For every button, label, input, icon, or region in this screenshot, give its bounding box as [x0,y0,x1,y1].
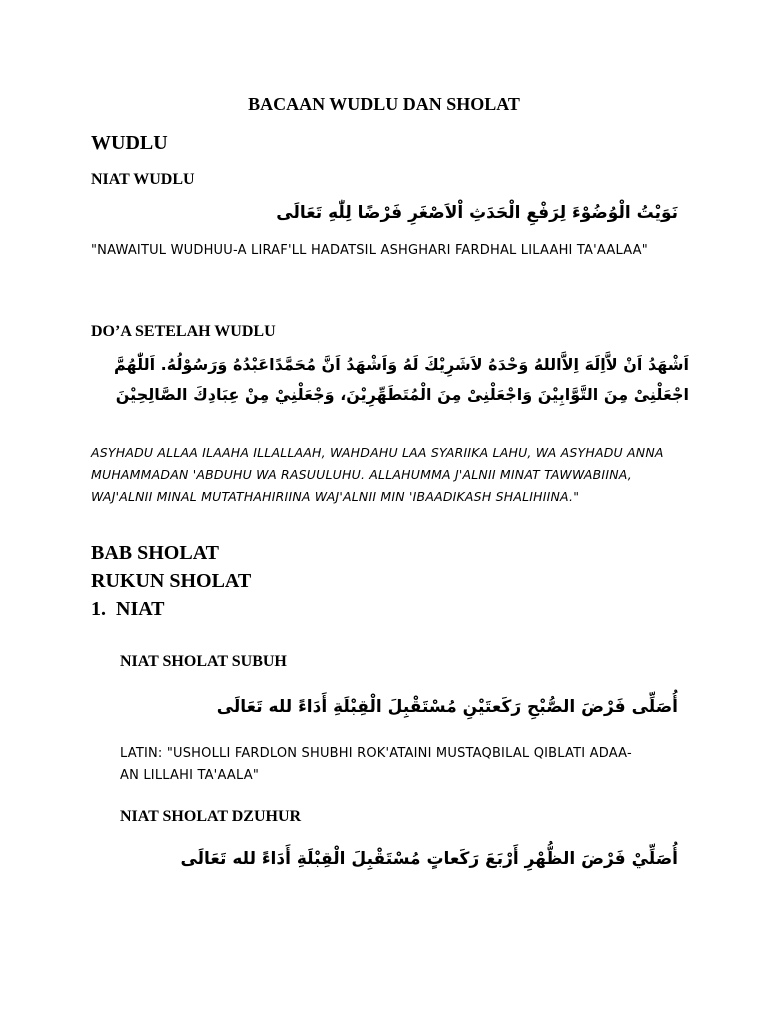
niat-subuh-arabic: أُصَلِّى فَرْضَ الصُّبْحِ رَكَعتَيْنِ مُسْتَقْبِلَ الْقِبْلَةِ أَدَاءً لله تَعَالَى [216,697,678,717]
niat-wudlu-latin: "NAWAITUL WUDHUU-A LIRAF'LL HADATSIL ASHGHARI FARDHAL LILAAHI TA'AALAA" [91,243,648,258]
heading-rukun-sholat: RUKUN SHOLAT [91,570,252,592]
heading-niat-wudlu: NIAT WUDLU [91,171,195,188]
list-item-niat: 1. NIAT [91,598,165,620]
doa-wudlu-latin: ASYHADU ALLAA ILAAHA ILLALLAAH, WAHDAHU LAA SYARIIKA LAHU, WA ASYHADU ANNA MUHAMMADAN 'ABDUHU WA RASUULUHU. ALLAHUMMA J'ALNII MINAT TAWWABIINA, WAJ'ALNII MINAL MUTATHAHIRIINA WAJ'ALNII MIN 'IBAADIKASH SHALIHIINA." [91,445,664,504]
niat-wudlu-arabic: نَوَيْتُ الْوُضُوْءَ لِرَفْعِ الْحَدَثِ اْلاَصْغَرِ فَرْضًا لِلّٰهِ تَعَالَى [276,203,678,223]
heading-bab-sholat: BAB SHOLAT [91,542,219,564]
doa-wudlu-arabic: اَشْهَدُ اَنْ لاَّاِلَهَ اِلاَّاللهُ وَحْدَهُ لاَشَرِيْكَ لَهُ وَاَشْهَدُ اَنَّ مُحَمَّدًاعَبْدُهُ وَرَسُوْلُهُ. اَللّٰهُمَّ اجْعَلْنِىْ مِنَ التَّوَّابِيْنَ وَاجْعَلْنِىْ مِنَ الْمُتَطَهِّرِيْنَ، وَجْعَلْنِيْ مِنْ عِبَادِكَ الصَّالِحِيْنَ [113,355,689,404]
heading-niat-dzuhur: NIAT SHOLAT DZUHUR [120,808,302,825]
heading-doa-wudlu: DO’A SETELAH WUDLU [91,323,276,340]
niat-dzuhur-arabic: أُصَلِّيْ فَرْضَ الظُّهْرِ أَرْبَعَ رَكَعاتٍ مُسْتَقْبِلَ الْقِبْلَةِ أَدَاءً لله تَعَالَى [180,849,678,869]
page-title: BACAAN WUDLU DAN SHOLAT [248,94,520,114]
heading-niat-subuh: NIAT SHOLAT SUBUH [120,653,287,670]
niat-subuh-latin: LATIN: "USHOLLI FARDLON SHUBHI ROK'ATAINI MUSTAQBILAL QIBLATI ADAA-AN LILLAHI TA'AALA" [120,746,632,783]
heading-wudlu: WUDLU [91,132,168,154]
